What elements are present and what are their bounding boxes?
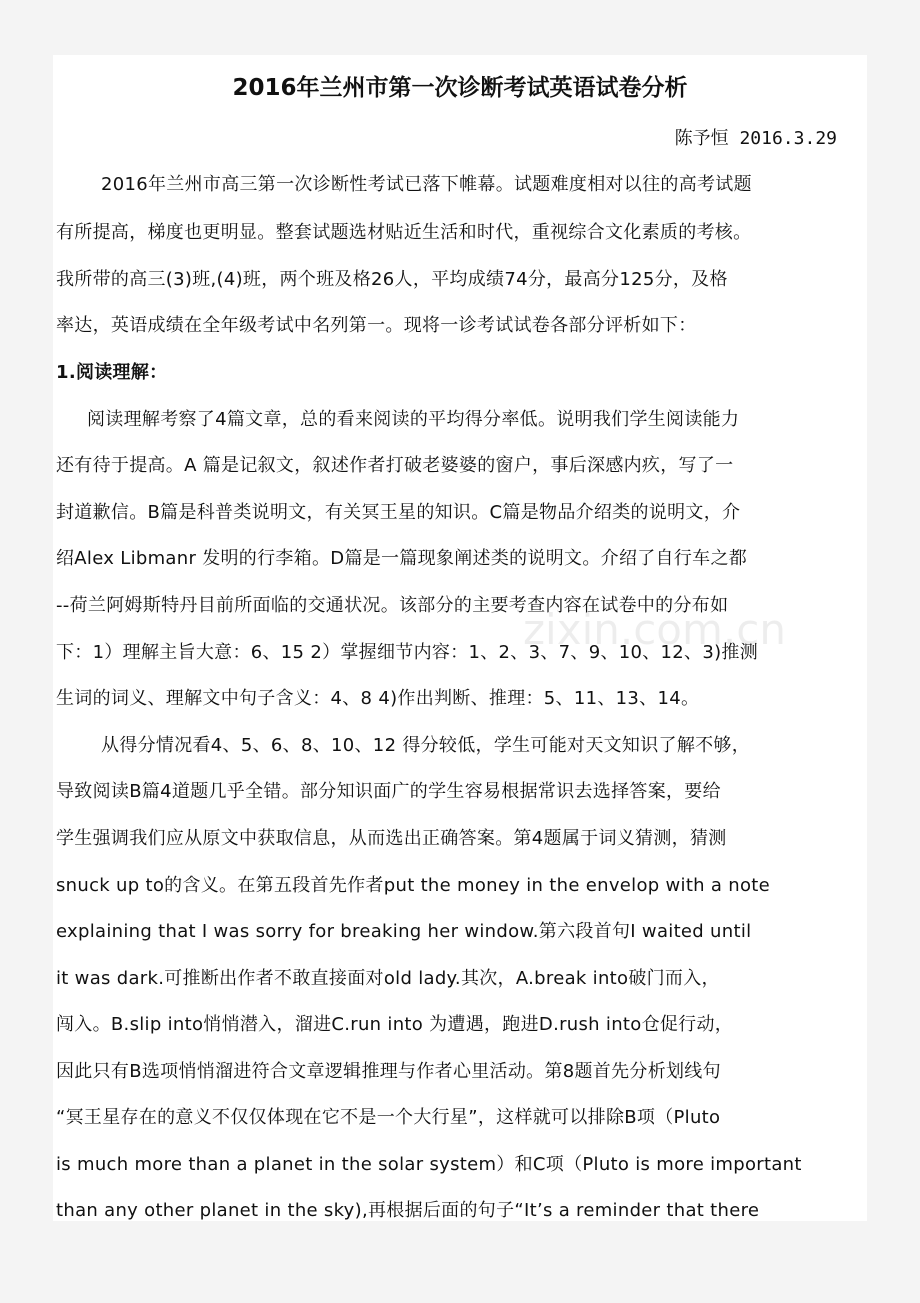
paragraph-line: snuck up to的含义。在第五段首先作者put the money in the envelop with a note	[56, 875, 771, 896]
intro-line: 率达，英语成绩在全年级考试中名列第一。现将一诊考试试卷各部分评析如下：	[56, 315, 697, 336]
paragraph-line: 还有待于提高。A 篇是记叙文，叙述作者打破老婆婆的窗户，事后深感内疚，写了一	[56, 455, 734, 476]
paragraph-line: 学生强调我们应从原文中获取信息，从而选出正确答案。第4题属于词义猜测，猜测	[56, 828, 727, 849]
document-title: 2016年兰州市第一次诊断考试英语试卷分析	[232, 75, 688, 101]
intro-line: 我所带的高三(3)班,(4)班，两个班及格26人，平均成绩74分，最高分125分，及格	[56, 269, 728, 290]
paragraph-line: 生词的词义、理解文中句子含义：4、8 4)作出判断、推理：5、11、13、14。	[56, 688, 700, 709]
paragraph-line: is much more than a planet in the solar system）和C项（Pluto is more important	[56, 1154, 802, 1175]
paragraph-line: 下：1）理解主旨大意：6、15 2）掌握细节内容：1、2、3、7、9、10、12、3)推测	[56, 642, 759, 663]
paragraph-line: 封道歉信。B篇是科普类说明文，有关冥王星的知识。C篇是物品介绍类的说明文，介	[56, 502, 741, 523]
paragraph-line: it was dark.可推断出作者不敢直接面对old lady.其次，A.break into破门而入，	[56, 968, 720, 989]
paragraph-line: --荷兰阿姆斯特丹目前所面临的交通状况。该部分的主要考查内容在试卷中的分布如	[56, 595, 729, 616]
document-page	[53, 55, 867, 1221]
intro-line: 2016年兰州市高三第一次诊断性考试已落下帷幕。试题难度相对以往的高考试题	[101, 174, 752, 195]
paragraph-line: 因此只有B选项悄悄溜进符合文章逻辑推理与作者心里活动。第8题首先分析划线句	[56, 1061, 721, 1082]
paragraph-line: “冥王星存在的意义不仅仅体现在它不是一个大行星”，这样就可以排除B项（Pluto	[56, 1107, 721, 1128]
author-date: 陈予恒 2016.3.29	[674, 128, 837, 149]
watermark: zixin.com.cn	[523, 605, 786, 654]
intro-line: 有所提高，梯度也更明显。整套试题选材贴近生活和时代，重视综合文化素质的考核。	[56, 222, 752, 243]
paragraph-line: 绍Alex Libmanr 发明的行李箱。D篇是一篇现象阐述类的说明文。介绍了自行车之都	[56, 548, 748, 569]
paragraph-line: than any other planet in the sky),再根据后面的句子“It’s a reminder that there	[56, 1200, 760, 1221]
paragraph-line: 导致阅读B篇4道题几乎全错。部分知识面广的学生容易根据常识去选择答案，要给	[56, 781, 721, 802]
paragraph-line: 阅读理解考察了4篇文章，总的看来阅读的平均得分率低。说明我们学生阅读能力	[87, 409, 740, 430]
paragraph-line: explaining that I was sorry for breaking her window.第六段首句I waited until	[56, 921, 752, 942]
paragraph-line: 闯入。B.slip into悄悄潜入，溜进C.run into 为遭遇，跑进D.rush into仓促行动，	[56, 1014, 734, 1035]
section-heading: 1.阅读理解：	[56, 362, 168, 383]
paragraph-line: 从得分情况看4、5、6、8、10、12 得分较低，学生可能对天文知识了解不够，	[101, 735, 751, 756]
